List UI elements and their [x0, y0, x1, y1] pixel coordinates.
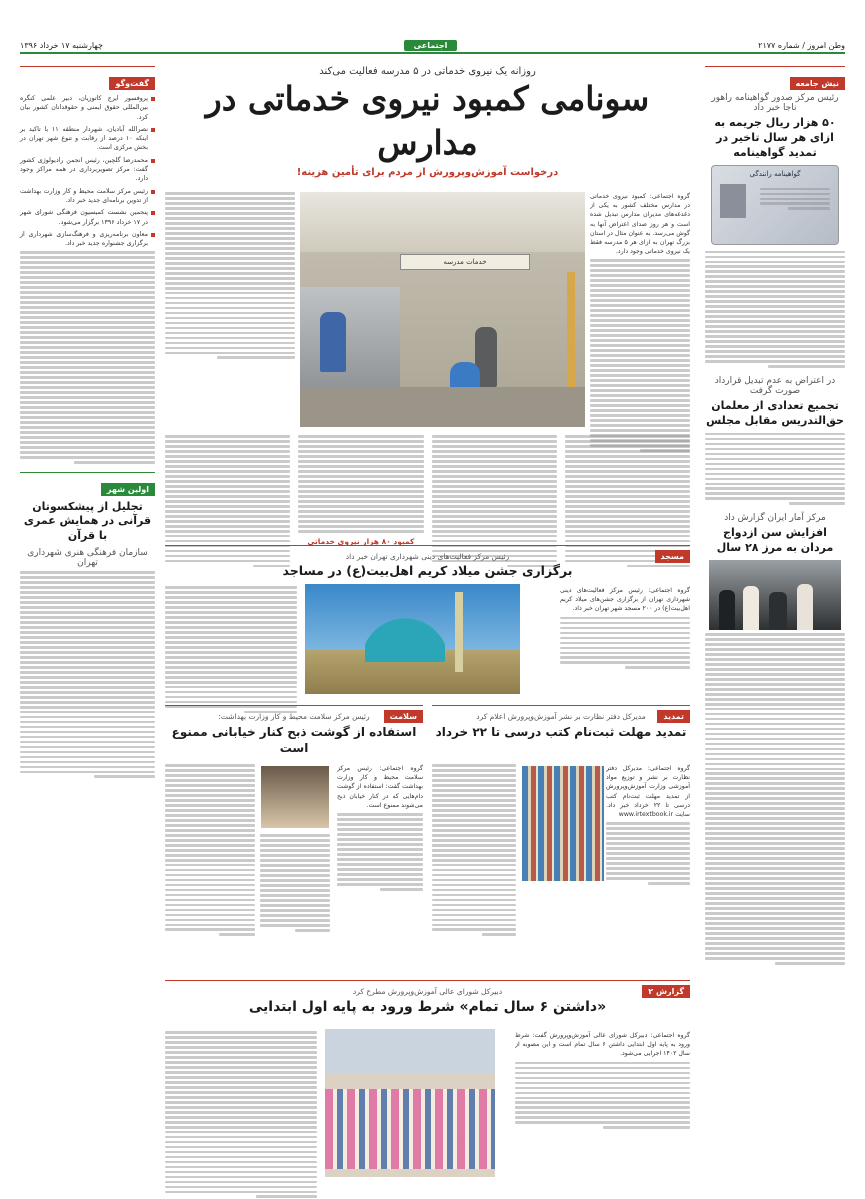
divider [20, 66, 155, 67]
page-header [20, 38, 845, 54]
meat-article [165, 705, 423, 970]
lead-subtitle: درخواست آموزش‌وپرورش از مردم برای تأمین هزینه! [296, 167, 559, 178]
books-tab: تمدید [657, 710, 690, 723]
mosque-title: برگزاری جشن میلاد کریم اهل‌بیت(ع) در مساجد [282, 563, 573, 578]
mosque-article [165, 545, 690, 697]
divider [20, 472, 155, 473]
books-photo [522, 766, 604, 881]
paper-issue: وطن امروز / شماره ۲۱۷۷ [758, 40, 845, 50]
mosque-tab: مسجد [655, 550, 690, 563]
news-brief-item: معاون برنامه‌ریزی و فرهنگ‌سازی شهرداری از برگزاری جشنواره جدید خبر داد. [20, 230, 155, 249]
mosque-kicker: رئیس مرکز فعالیت‌های دینی شهرداری تهران خبر داد [345, 552, 510, 561]
issue-date: چهارشنبه ۱۷ خرداد ۱۳۹۶ [20, 40, 103, 50]
left-section-tab: گفت‌وگو [109, 77, 155, 90]
meat-kicker: رئیس مرکز سلامت محیط و کار وزارت بهداشت: [218, 712, 370, 721]
brief-text-block [705, 251, 845, 368]
school-entry-title: «داشتن ۶ سال تمام» شرط ورود به پایه اول ابتدایی [248, 999, 607, 1015]
story3-text [705, 433, 845, 506]
left-column [20, 66, 155, 778]
lead-body-text: گروه اجتماعی: کمبود نیروی خدماتی در مدارس مختلف کشور به یکی از دغدغه‌های مدیران مدارس تبدیل شده است و هر روز صدای اعتراض آنها به گوش می‌رسد. به عنوان مثال در استان بزرگ تهران به ازای هر ۵ مدرسه فقط یک نیروی خدماتی وجود دارد. [590, 193, 690, 256]
news-brief-item: رئیس مرکز سلامت محیط و کار وزارت بهداشت از تدوین برنامه‌ای جدید خبر داد. [20, 187, 155, 206]
mosque-photo [305, 584, 520, 694]
mosque-body-text: گروه اجتماعی: رئیس مرکز فعالیت‌های دینی شهرداری تهران از برگزاری جشن‌های میلاد کریم اهل‌بیت(ع) در ۲۰۰ مسجد شهر تهران خبر داد. [560, 586, 690, 669]
school-entry-more-text [165, 1031, 317, 1198]
right-column [705, 66, 845, 965]
center-column [165, 66, 690, 178]
books-article [432, 705, 690, 970]
lead-kicker: روزانه یک نیروی خدماتی در ۵ مدرسه فعالیت می‌کند [319, 66, 536, 77]
section-label: اجتماعی [404, 40, 458, 51]
news-brief-item: پروفسور ایرج کاتوزیان، دبیر علمی کنگره بین‌المللی حقوق ایمنی و حقوقدانان کشور بیان کرد. [20, 94, 155, 122]
lead-intro-text [590, 192, 690, 452]
meat-under-photo-text [260, 834, 330, 932]
school-entry-article [165, 980, 690, 1180]
meat-title: استفاده از گوشت ذبح کنار خیابانی ممنوع است [171, 725, 417, 755]
quran-story-title: تجلیل از پیشکسوتان قرآنی در همایش عمری با قرآن [23, 499, 152, 543]
lead-quote: کمبود ۸۰ هزار نیروی خدماتی [307, 536, 415, 546]
meat-photo [261, 766, 329, 828]
school-entry-body: گروه اجتماعی: دبیرکل شورای عالی آموزش‌وپرورش گفت: شرط ورود به پایه اول ابتدایی داشتن ۶ سال تمام است و این مصوبه از سال ۱۴۰۲ اجرایی می‌شود. [515, 1031, 690, 1129]
quran-story-kicker: سازمان فرهنگی هنری شهرداری تهران [27, 548, 148, 569]
right-section-tab: نیش جامعه [790, 77, 845, 90]
story3-kicker: در اعتراض به عدم تبدیل قرارداد صورت گرفت [714, 375, 836, 396]
students-photo [325, 1029, 495, 1177]
meat-body: گروه اجتماعی: رئیس مرکز سلامت محیط و کار وزارت بهداشت گفت: استفاده از گوشت دام‌هایی که در کنار خیابان ذبح می‌شوند ممنوع است. [337, 764, 423, 891]
story3-title: تجمیع تعدادی از معلمان حق‌التدریس مقابل مجلس [706, 398, 844, 427]
news-brief-item: محمدرضا گلچین، رئیس انجمن رادیولوژی کشور گفت: مرکز تصویربرداری در همه مراکز وجود دارد. [20, 156, 155, 184]
books-kicker: مدیرکل دفتر نظارت بر نشر آموزش‌وپرورش اعلام کرد [476, 712, 646, 721]
news-brief-item: پنجمین نشست کمیسیون فرهنگی شورای شهر در ۱۷ خرداد ۱۳۹۶ برگزار می‌شود. [20, 208, 155, 227]
divider [705, 66, 845, 67]
lead-headline: سونامی کمبود نیروی خدماتی در مدارس [205, 79, 650, 162]
left-section-tab-2: اولین شهر [101, 483, 155, 496]
license-card-label: گواهینامه رانندگی [749, 169, 801, 178]
news-brief-item: نصرالله آبادیان، شهردار منطقه ۱۱ با تاکید بر اینکه ۱۰ درصد از رقابت و تنوع شهر تهران در بخش مرکزی است. [20, 125, 155, 153]
lead-side-text [165, 192, 295, 359]
brief-title: ۵۰ هزار ریال جریمه به ازای هر سال تاخیر در تمدید گواهینامه [714, 116, 836, 159]
school-entry-tab: گزارش ۲ [642, 985, 690, 998]
story2-title: افزایش سن ازدواج مردان به مرز ۲۸ سال [716, 526, 834, 555]
books-body: گروه اجتماعی: مدیرکل دفتر نظارت بر نشر و توزیع مواد آموزشی وزارت آموزش‌وپرورش از تمدید مهلت ثبت‌نام کتب درسی تا ۲۲ خرداد خبر داد. سایت www.irtextbook.ir [606, 764, 690, 885]
books-title: تمدید مهلت ثبت‌نام کتب درسی تا ۲۲ خرداد [435, 725, 687, 739]
quran-story-text [20, 571, 155, 778]
meat-more-text [165, 764, 255, 936]
school-entry-kicker: دبیرکل شورای عالی آموزش‌وپرورش مطرح کرد [352, 987, 503, 996]
school-photo [300, 192, 585, 427]
brief-kicker: رئیس مرکز صدور گواهینامه راهور ناجا خبر داد [711, 93, 839, 113]
mosque-more-text [165, 586, 297, 713]
books-more-text [432, 764, 516, 936]
sign-text: خدمات مدرسه [400, 254, 530, 270]
story2-text [705, 633, 845, 965]
meat-tab: سلامت [384, 710, 423, 723]
news-briefs-list [20, 94, 155, 248]
license-card-image [711, 165, 839, 245]
briefs-continued [20, 251, 155, 463]
wedding-photo [709, 560, 841, 630]
story2-kicker: مرکز آمار ایران گزارش داد [724, 513, 826, 524]
card-photo [720, 184, 746, 218]
